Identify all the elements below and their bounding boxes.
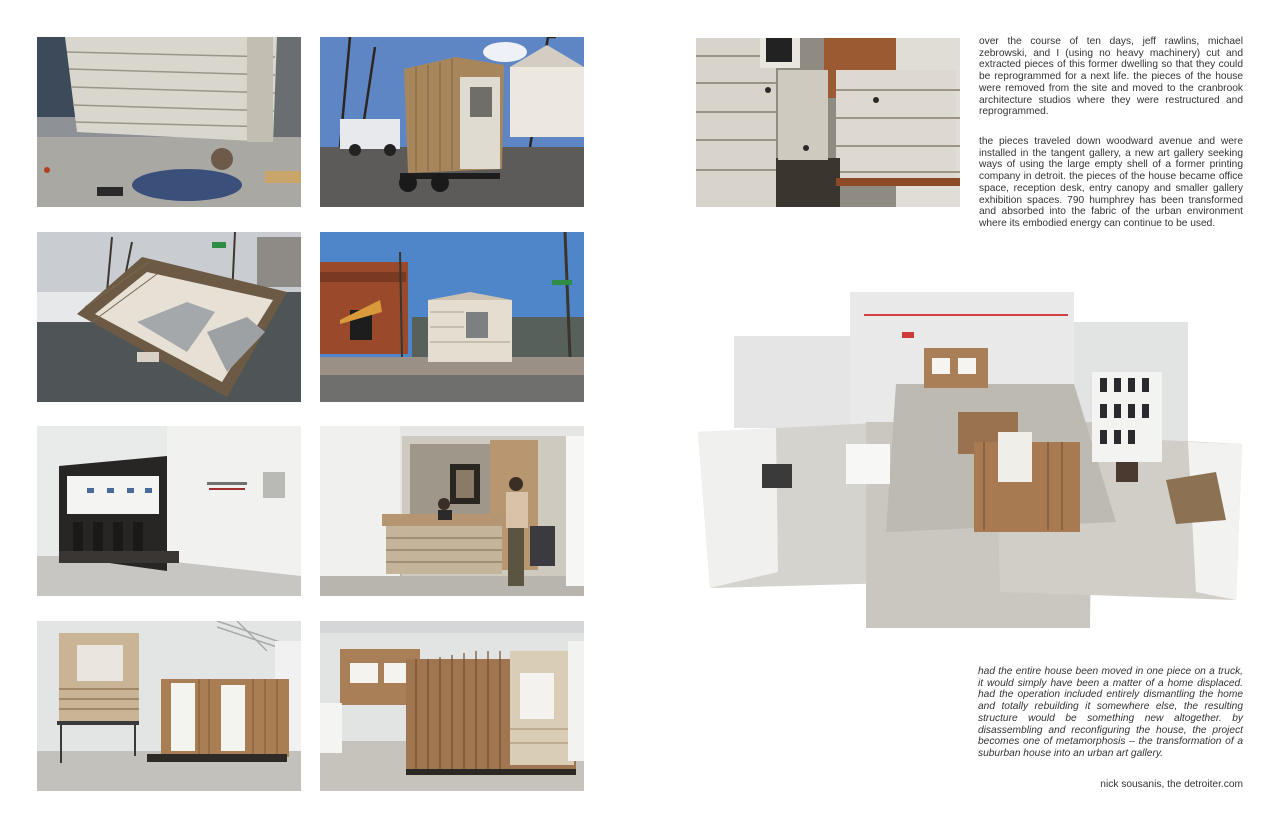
photo-house-piece-by-brick-building [320,232,584,402]
photo-reception-desk [320,426,584,596]
photo-worker-under-house [37,37,301,207]
photo-wooden-enclosures [320,621,584,791]
photo-dismantled-siding-closeup [696,38,960,207]
closing-quote: had the entire house been moved in one piece on a truck, it would simply have been a matter of a home displaced. had the operation included entirely dismantling the home and totally rebuilding it somewhere else, the resulting structure would be something new altogether. by disassembling and reconfiguring the house, the project becomes one of metamorphosis – the transformation of a suburban house into an urban art gallery. [978,666,1243,759]
photo-window-frame-and-doors [37,621,301,791]
photo-house-on-trailer [320,37,584,207]
body-paragraph-2: the pieces traveled down woodward avenue and were installed in the tangent gallery, a new art gallery seeking ways of using the large empty shell of a former printing company in detroit. the pieces of the house became office space, reception desk, entry canopy and smaller gallery exhibition spaces. 790 humphrey has been transformed and absorbed into the fabric of the urban environment where its embodied energy can continue to be used. [979,136,1243,229]
quote-credit: nick sousanis, the detroiter.com [1100,779,1243,790]
photo-gallery-wall-shelving [37,426,301,596]
photo-tilted-wall-section [37,232,301,402]
body-paragraph-1: over the course of ten days, jeff rawlins, michael zebrowski, and I (using no heavy machinery) cut and extracted pieces of this former dwelling so that they could be reprogrammed for a next life. the pieces of the house were removed from the site and moved to the cranbrook architecture studios where they were restructured and reprogrammed. [979,36,1243,118]
gallery-panorama-collage [696,292,1244,632]
